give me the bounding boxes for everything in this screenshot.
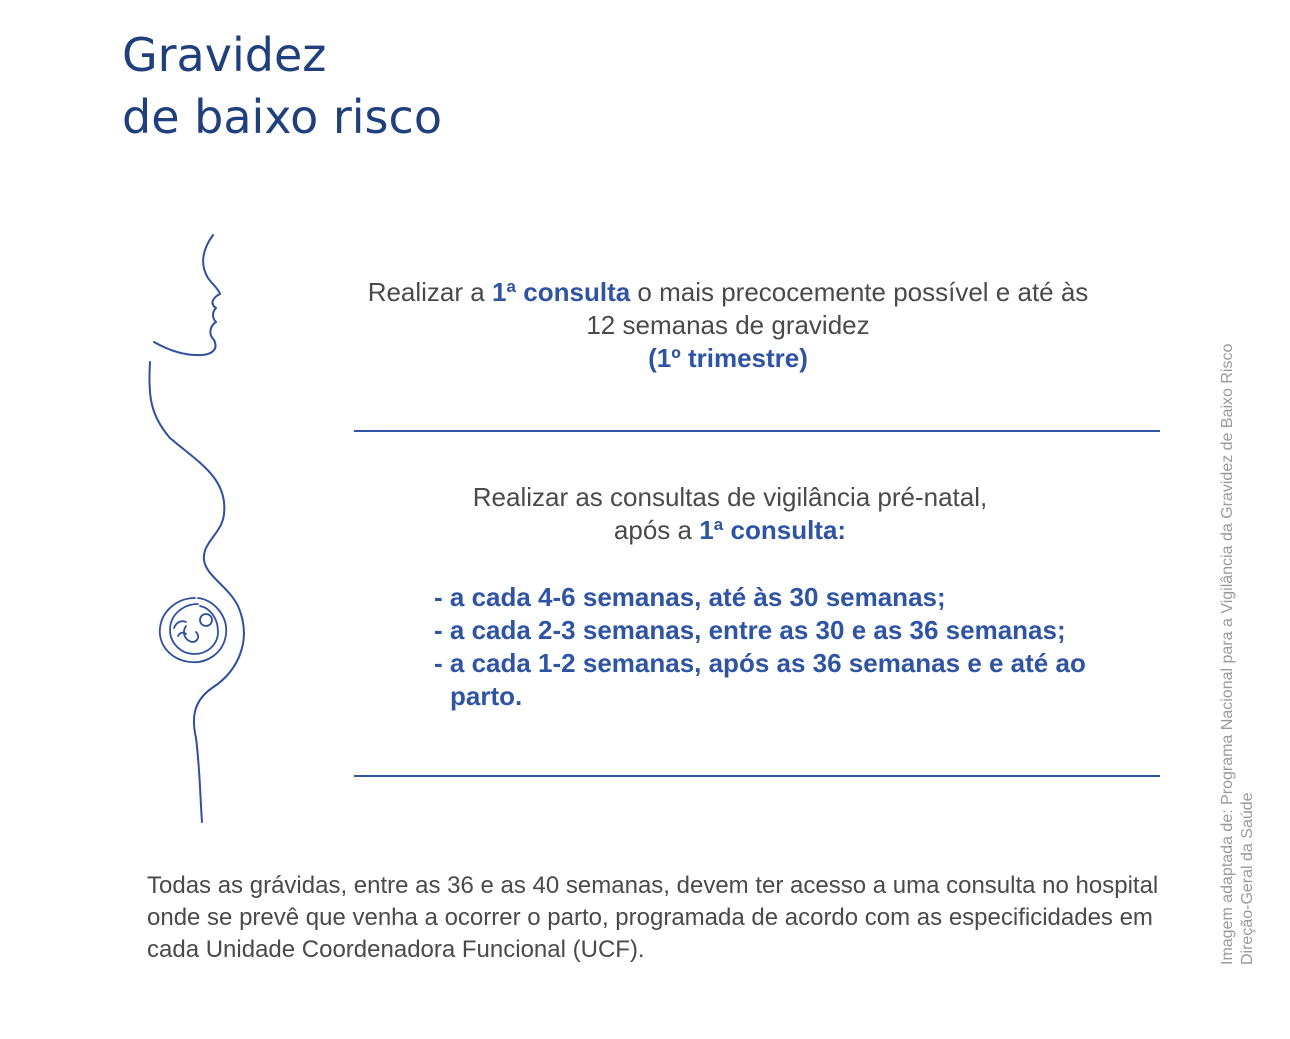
credit-line-1: Imagem adaptada de: Programa Nacional para a Vigilância da Gravidez de Baixo Risco (1219, 343, 1236, 965)
pregnant-woman-silhouette-icon (140, 230, 260, 830)
first-consultation-highlight: 1ª consulta (491, 277, 631, 307)
prenatal-line-1: Realizar as consultas de vigilância pré-natal, (472, 482, 988, 512)
first-trimester-label: (1º trimestre) (648, 343, 808, 373)
list-item: - a cada 1-2 semanas, após as 36 semanas e e até ao parto. (434, 648, 1086, 711)
section-divider-2 (354, 775, 1160, 777)
first-consultation-text (360, 276, 1096, 375)
credit-line-2: Direção-Geral da Saúde (1239, 792, 1256, 965)
list-item: - a cada 4-6 semanas, até às 30 semanas; (434, 582, 946, 612)
prenatal-line-2 (360, 514, 1100, 547)
first-consultation-paragraph (360, 276, 1096, 342)
consultation-schedule-list (434, 581, 1134, 713)
list-item: - a cada 2-3 semanas, entre as 30 e as 36 semanas; (434, 615, 1066, 645)
prenatal-line-2-lead: após a (613, 515, 700, 545)
hospital-consultation-note: Todas as grávidas, entre as 36 e as 40 semanas, devem ter acesso a uma consulta no hospital onde se prevê que venha a ocorrer o parto, programada de acordo com as especificidades em cada Unidade Coordenadora Funcional (UCF). (147, 872, 1159, 963)
first-consultation-lead: Realizar a (367, 277, 492, 307)
section-divider-1 (354, 430, 1160, 432)
first-consultation-rest: o mais precocemente possível e até às 12 semanas de gravidez (586, 277, 1089, 340)
fetus-icon (160, 598, 226, 662)
title-line-2: de baixo risco (122, 90, 442, 144)
image-credit (1218, 265, 1258, 965)
page-title (122, 24, 442, 148)
prenatal-line-2-highlight: 1ª consulta: (699, 515, 847, 545)
prenatal-surveillance-text (360, 481, 1100, 547)
title-line-1: Gravidez (122, 28, 327, 82)
